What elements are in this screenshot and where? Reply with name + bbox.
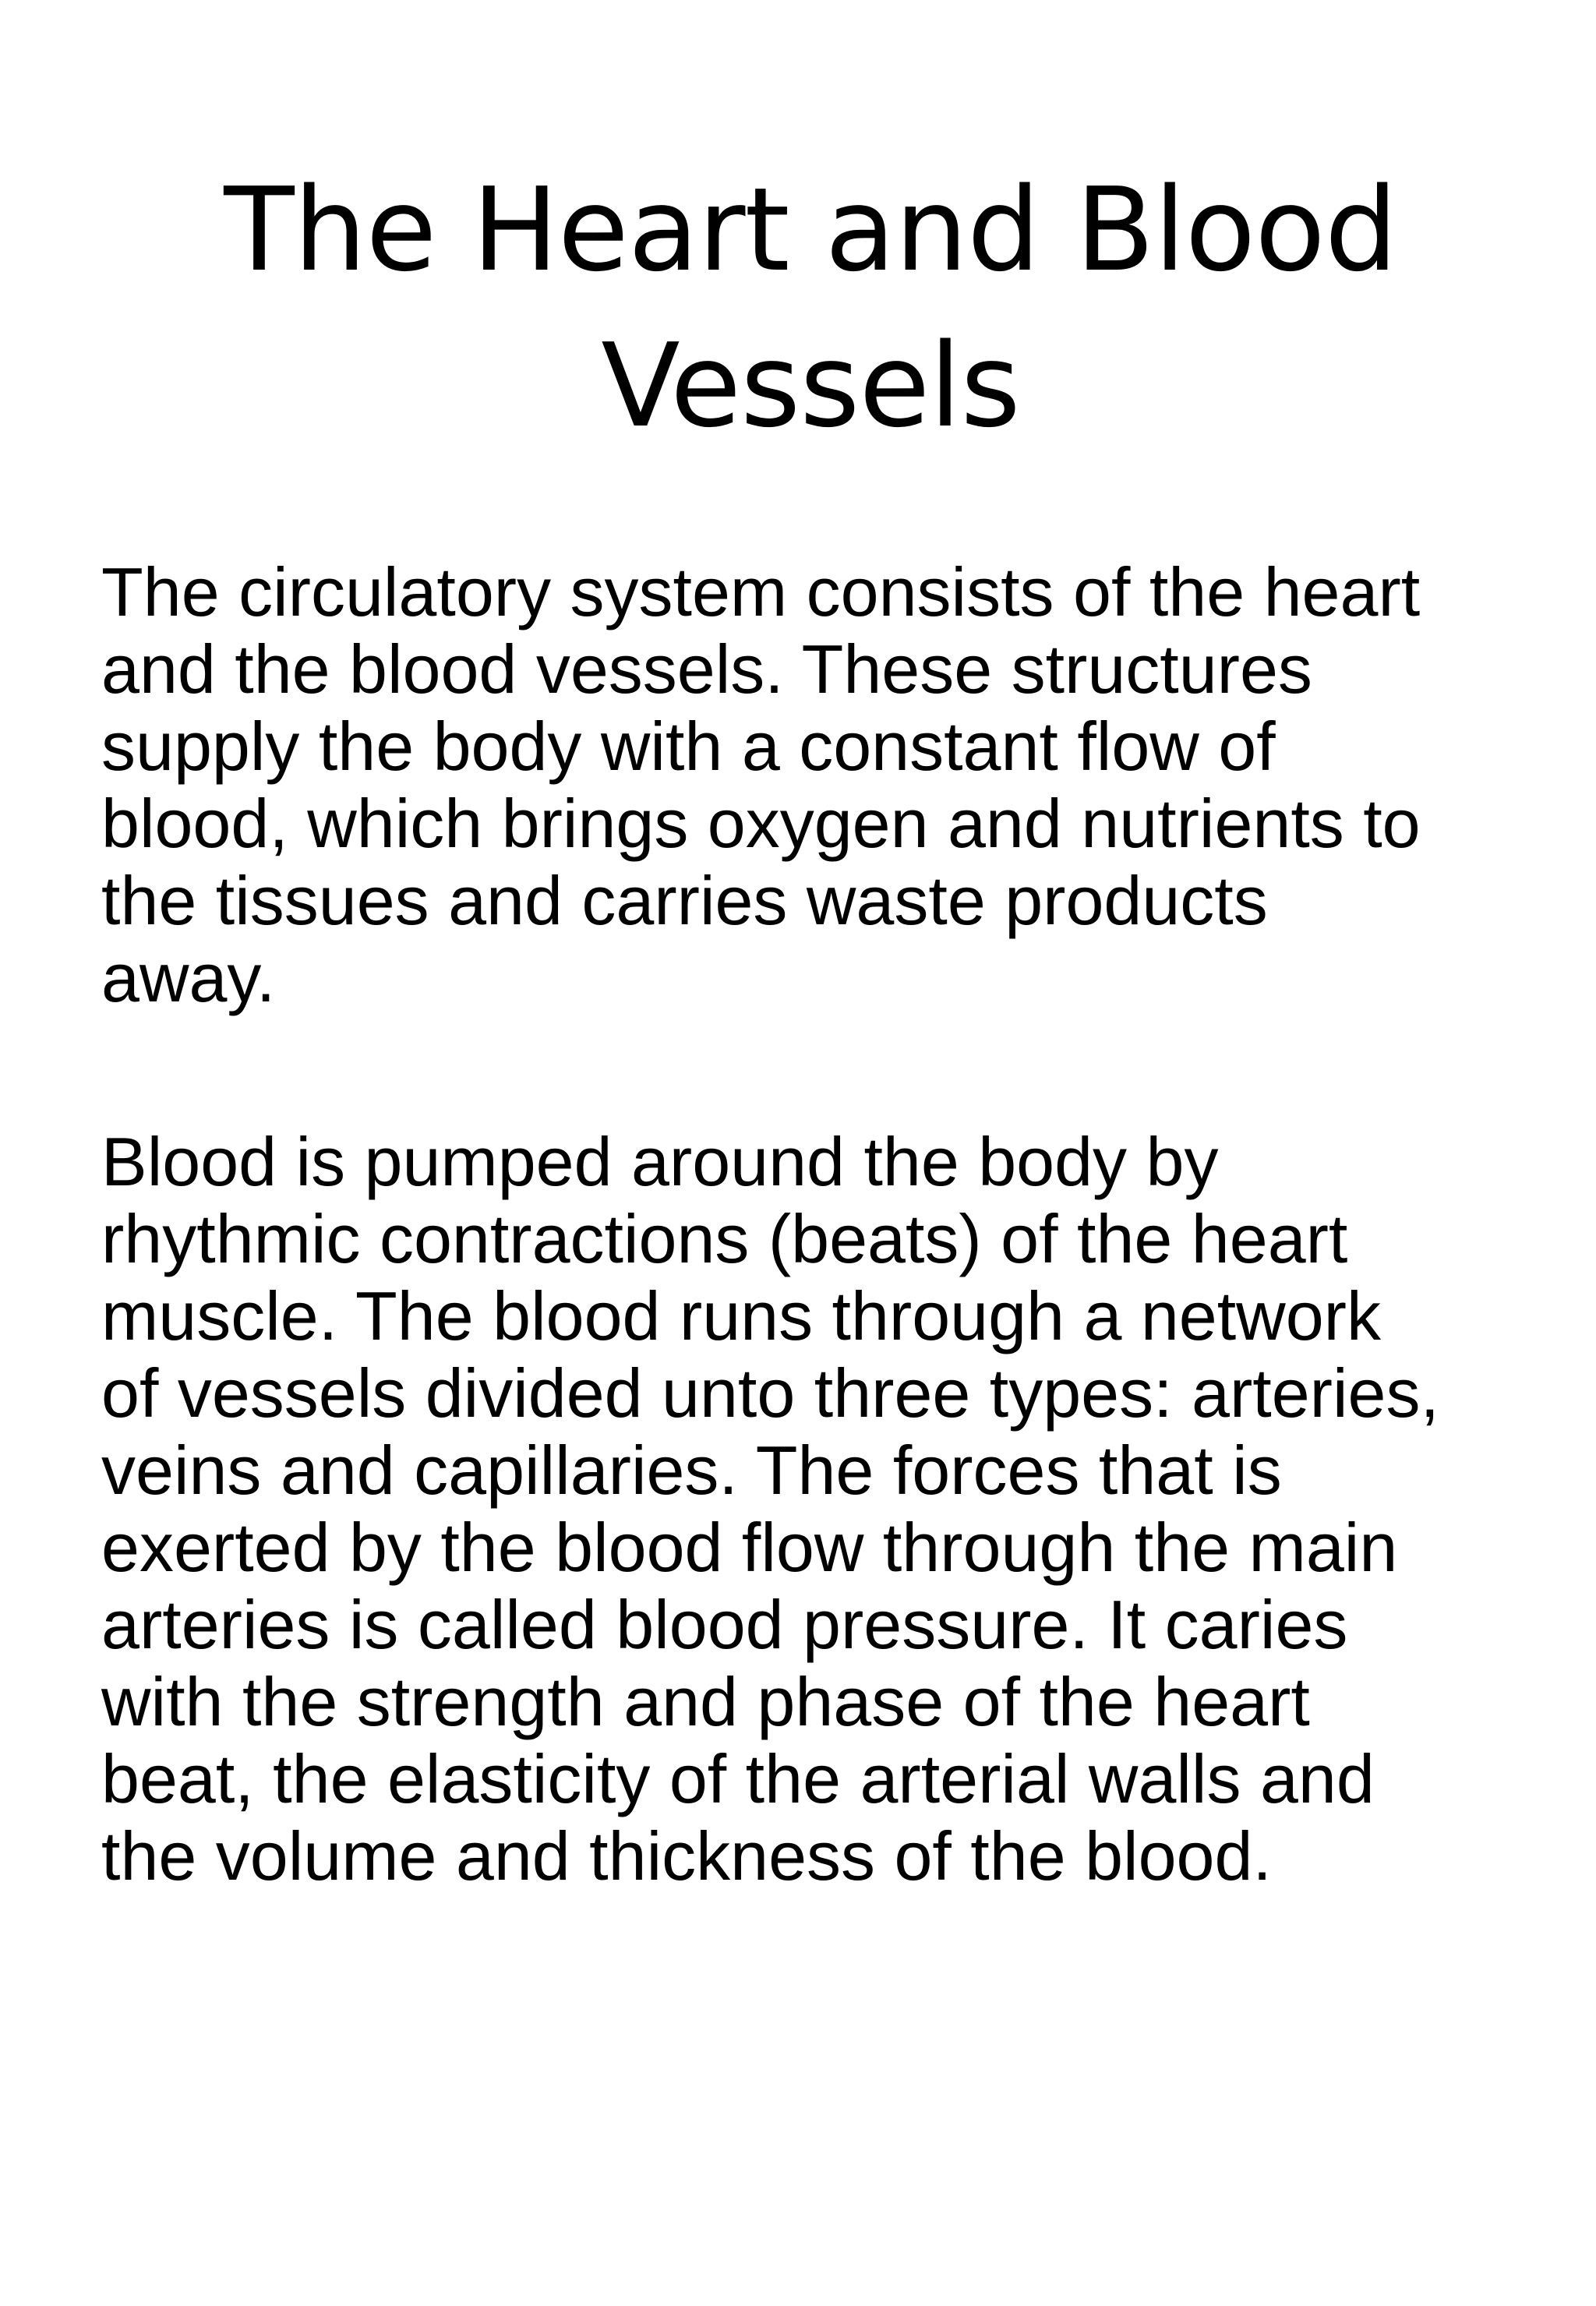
paragraph-circulatory-system: The circulatory system consists of the heart and the blood vessels. These structures supply the body with a constant flow of blood, which brings oxygen and nutrients to the tissues and carries waste products away. [101, 553, 1421, 1016]
paragraph-blood-pressure: Blood is pumped around the body by rhythmic contractions (beats) of the heart muscle. The blood runs through a network of vessels divided unto three types: arteries, veins and capillaries. The forces that is exerted by the blood flow through the main arteries is called blood pressure. It caries with the strength and phase of the heart beat, the elasticity of the arterial walls and the volume and thickness of the blood. [101, 1123, 1439, 1895]
page-title: The Heart and Blood Vessels [224, 163, 1397, 453]
